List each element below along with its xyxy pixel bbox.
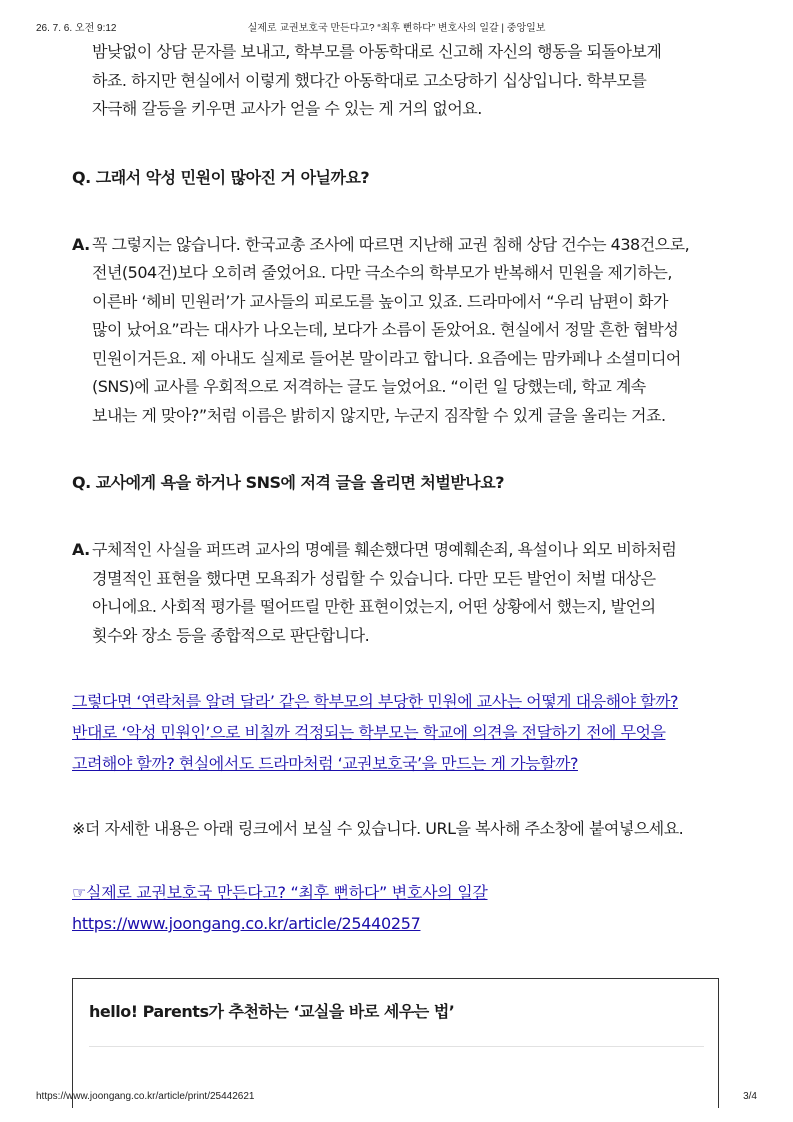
text-line: 하죠. 하지만 현실에서 이렇게 했다간 아동학대로 고소당하기 십상입니다. 학부모를	[92, 70, 647, 90]
page-number: 3/4	[743, 1091, 757, 1102]
promo-link-line[interactable]: 고려해야 할까? 현실에서도 드라마처럼 ‘교권보호국’을 만드는 게 가능할까?	[72, 754, 578, 773]
article-url-link[interactable]: https://www.joongang.co.kr/article/25440257	[72, 914, 421, 933]
promo-link-line[interactable]: 반대로 ‘악성 민원인’으로 비칠까 걱정되는 학부모는 학교에 의견을 전달하기 전에 무엇을	[72, 723, 666, 742]
text-line: 이른바 ‘헤비 민원러’가 교사들의 피로도를 높이고 있죠. 드라마에서 “우리 남편이 화가	[92, 291, 668, 311]
text-line: 보내는 게 맞아?”처럼 이름은 밝히지 않지만, 누군지 짐작할 수 있게 글을 올리는 거죠.	[92, 405, 666, 425]
recommend-box-title: hello! Parents가 추천하는 ‘교실을 바로 세우는 법’	[89, 1002, 455, 1021]
print-date: 26. 7. 6. 오전 9:12	[36, 23, 117, 34]
text-line: 꼭 그렇지는 않습니다. 한국교총 조사에 따르면 지난해 교권 침해 상담 건수는 438건으로,	[92, 234, 690, 254]
text-line: 민원이거든요. 제 아내도 실제로 들어본 말이라고 합니다. 요즘에는 맘카페나 소셜미디어	[92, 348, 681, 368]
intro-paragraph	[72, 38, 732, 124]
answer-paragraph	[72, 536, 732, 650]
text-line: (SNS)에 교사를 우회적으로 저격하는 글도 늘었어요. “이런 일 당했는데, 학교 계속	[92, 377, 646, 396]
print-url: https://www.joongang.co.kr/article/print/25442621	[36, 1091, 255, 1102]
text-line: 구체적인 사실을 퍼뜨려 교사의 명예를 훼손했다면 명예훼손죄, 욕설이나 외모 비하처럼	[92, 540, 677, 559]
text-line: 밤낮없이 상담 문자를 보내고, 학부모를 아동학대로 신고해 자신의 행동을 되돌아보게	[92, 42, 662, 61]
article-title-link[interactable]: ☞실제로 교권보호국 만든다고? “최후 뻔하다” 변호사의 일갈	[72, 883, 488, 902]
question-heading: Q. 교사에게 욕을 하거나 SNS에 저격 글을 올리면 처벌받나요?	[72, 473, 504, 492]
notice-text: ※더 자세한 내용은 아래 링크에서 보실 수 있습니다. URL을 복사해 주소창에 붙여넣으세요.	[72, 819, 684, 838]
article-reference	[72, 877, 732, 939]
text-line: 경멸적인 표현을 했다면 모욕죄가 성립할 수 있습니다. 다만 모든 발언이 처벌 대상은	[92, 568, 656, 588]
answer-paragraph	[72, 231, 732, 431]
article-body	[72, 38, 732, 939]
text-line: 횟수와 장소 등을 종합적으로 판단합니다.	[92, 625, 370, 645]
text-line: 많이 났어요”라는 대사가 나오는데, 보다가 소름이 돋았어요. 현실에서 정말 흔한 협박성	[92, 320, 679, 339]
text-line: 자극해 갈등을 키우면 교사가 얻을 수 있는 게 거의 없어요.	[92, 99, 482, 118]
text-line: 전년(504건)보다 오히려 줄었어요. 다만 극소수의 학부모가 반복해서 민원을 제기하는,	[92, 263, 672, 282]
promo-links	[72, 686, 732, 779]
question-heading: Q. 그래서 악성 민원이 많아진 거 아닐까요?	[72, 167, 370, 187]
divider	[89, 1046, 704, 1047]
promo-link-line[interactable]: 그렇다면 ‘연락처를 알려 달라’ 같은 학부모의 부당한 민원에 교사는 어떻게 대응해야 할까?	[72, 692, 679, 711]
print-title: 실제로 교권보호국 만든다고? “최후 뻔하다” 변호사의 일갈 | 중앙일보	[247, 23, 546, 34]
text-line: 아니에요. 사회적 평가를 떨어뜨릴 만한 표현이었는지, 어떤 상황에서 했는지, 발언의	[92, 597, 656, 616]
answer-mark: A.	[72, 234, 90, 254]
answer-mark: A.	[72, 540, 90, 559]
recommend-box	[72, 978, 719, 1108]
